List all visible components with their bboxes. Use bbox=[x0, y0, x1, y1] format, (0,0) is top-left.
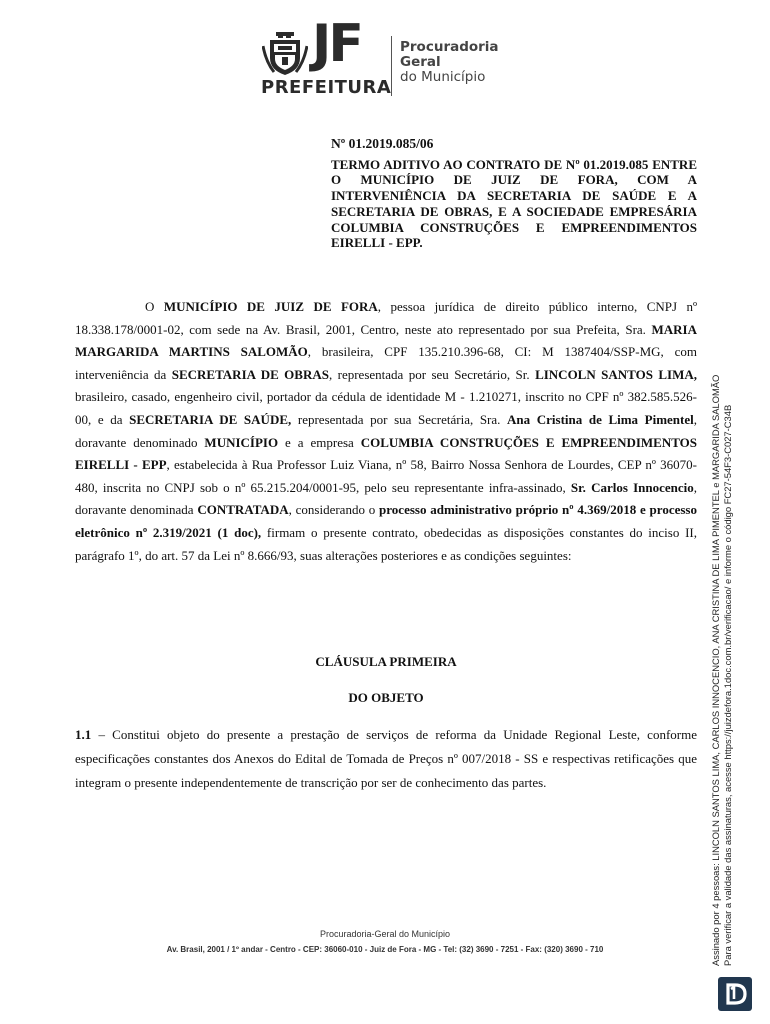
contratada-label: CONTRATADA bbox=[197, 502, 289, 518]
onedoc-logo-icon bbox=[718, 977, 752, 1011]
prefeitura-logo bbox=[260, 14, 510, 100]
preamble-text: , doravante denominado bbox=[75, 411, 698, 450]
signature-verification[interactable]: Para verificar a validade das assinaturas, acesse https://juizdefora.1doc.com.br/verificacao/ e informe o código FC27-54F3-C027-C34B bbox=[722, 404, 733, 966]
title-block bbox=[331, 136, 697, 251]
preamble-text: e a empresa bbox=[278, 434, 361, 450]
logo-jf: JF bbox=[312, 14, 361, 74]
company-representative: Sr. Carlos Innocencio bbox=[570, 479, 694, 495]
secretaria-saude-name: Ana Cristina de Lima Pimentel bbox=[507, 411, 694, 427]
preamble-text: , pessoa jurídica de direito público interno, CNPJ nº 18.338.178/0001-02, com sede na Av. Brasil, 2001, Centro, neste ato representado por sua Prefeita, Sra. bbox=[75, 299, 698, 337]
preamble-text: , estabelecida à Rua Professor Luiz Viana, nº 58, Bairro Nossa Senhora de Lourdes, CEP nº 36070-480, inscrita no CNPJ sob o nº 65.215.204/0001-95, pelo seu representante infra-assinado, bbox=[75, 457, 697, 495]
party-municipio: MUNICÍPIO DE JUIZ DE FORA bbox=[163, 299, 378, 314]
preamble-text: O bbox=[145, 299, 164, 314]
party-prefeita: MARIA MARGARIDA MARTINS SALOMÃO bbox=[75, 321, 697, 360]
preamble-text: brasileiro, casado, engenheiro civil, portador da cédula de identidade M - 1.210271, inscrito no CPF nº 382.585.526-00, e da bbox=[75, 389, 697, 427]
preamble-text: , doravante denominada bbox=[75, 479, 697, 518]
clause-item-number: 1.1 bbox=[75, 727, 92, 742]
secretario-obras: LINCOLN SANTOS LIMA, bbox=[535, 366, 697, 382]
secretaria-saude: SECRETARIA DE SAÚDE, bbox=[129, 411, 292, 427]
signature-notice bbox=[710, 376, 734, 966]
coat-of-arms-icon bbox=[262, 32, 308, 76]
procuradoria-name bbox=[400, 40, 499, 85]
secretaria-obras: SECRETARIA DE OBRAS bbox=[171, 366, 329, 382]
logo-prefeitura: PREFEITURA bbox=[261, 77, 392, 98]
document-number: Nº 01.2019.085/06 bbox=[331, 136, 434, 151]
clause-heading: CLÁUSULA PRIMEIRA bbox=[315, 654, 457, 669]
preamble-text: representada por sua Secretária, Sra. bbox=[291, 411, 508, 427]
signature-signers: Assinado por 4 pessoas: LINCOLN SANTOS LIMA, CARLOS INNOCENCIO, ANA CRISTINA DE LIMA PIMENTEL e MARGARIDA SALOMÃO bbox=[710, 374, 721, 966]
process-numbers: processo administrativo próprio nº 4.369/2018 e processo eletrônico nº 2.319/2021 (1 doc), bbox=[75, 502, 697, 540]
org-line-2: Geral bbox=[400, 54, 441, 70]
preamble-text: , representada por seu Secretário, Sr. bbox=[328, 366, 536, 382]
preamble-text: , brasileira, CPF 135.210.396-68, CI: M 1387404/SSP-MG, com interveniência da bbox=[75, 344, 697, 382]
footer-org: Procuradoria-Geral do Município bbox=[319, 929, 451, 939]
clause-item-1-1 bbox=[75, 723, 697, 795]
document-title: TERMO ADITIVO AO CONTRATO DE Nº 01.2019.085 ENTRE O MUNICÍPIO DE JUIZ DE FORA, COM A INTERVENIÊNCIA DA SECRETARIA DE SAÚDE E A SECRETARIA DE OBRAS, E A SOCIEDADE EMPRESÁRIA COLUMBIA CONSTRUÇÕES E EMPREENDIMENTOS EIRELLI - EPP. bbox=[331, 156, 697, 251]
preamble-paragraph bbox=[75, 296, 697, 567]
preamble-text: firmam o presente contrato, obedecidas as disposições constantes do inciso II, parágrafo 1º, do art. 57 da Lei nº 8.666/93, suas alterações posteriores e as condições seguintes: bbox=[75, 524, 697, 563]
footer-address: Av. Brasil, 2001 / 1º andar - Centro - CEP: 36060-010 - Juiz de Fora - MG - Tel: (32) 3690 - 7251 - Fax: (320) 3690 - 710 bbox=[166, 945, 604, 954]
onedoc-mark-icon bbox=[718, 977, 752, 1011]
municipio-label: MUNICÍPIO bbox=[204, 434, 279, 450]
org-line-1: Procuradoria bbox=[400, 39, 499, 55]
clause-subheading: DO OBJETO bbox=[348, 690, 424, 705]
org-line-3: do Município bbox=[400, 69, 486, 85]
clause-item-text: – Constitui objeto do presente a prestação de serviços de reforma da Unidade Regional Leste, conforme especificações constantes dos Anexos do Edital de Tomada de Preços nº 007/2018 - SS e respectivas retificações que integram o presente independentemente de transcrição por ser de conhecimento das partes. bbox=[75, 727, 697, 790]
company-name: COLUMBIA CONSTRUÇÕES E EMPREENDIMENTOS EIRELLI - EPP bbox=[75, 434, 698, 473]
logo-divider bbox=[391, 36, 392, 96]
preamble-text: , considerando o bbox=[288, 502, 380, 518]
